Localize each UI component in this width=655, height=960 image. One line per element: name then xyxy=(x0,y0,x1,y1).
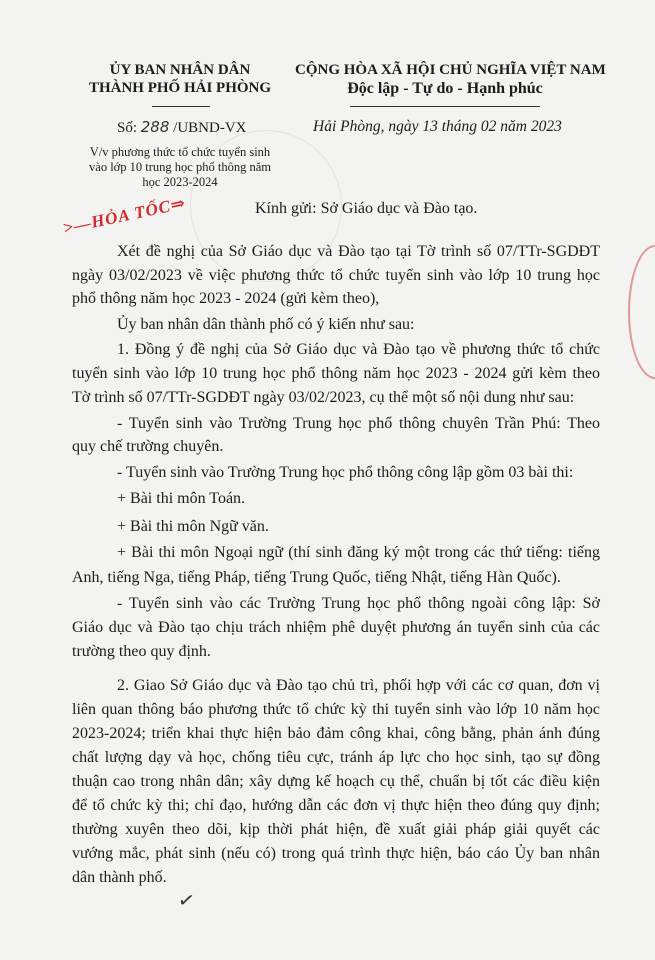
body-line: + Bài thi môn Ngoại ngữ (thí sinh đăng ký một trong các thứ tiếng: tiếng xyxy=(117,544,600,561)
org-name-line1: ỦY BAN NHÂN DÂN xyxy=(109,62,251,78)
body-line: + Bài thi môn Toán. xyxy=(117,490,246,507)
body-line: để tổ chức kỳ thi; chỉ đạo, hướng dẫn các đơn vị thực hiện theo đúng quy định; xyxy=(72,797,600,814)
body-line: 2. Giao Sở Giáo dục và Đào tạo chủ trì, phối hợp với các cơ quan, đơn vị xyxy=(117,677,600,694)
body-line: 2023-2024; triển khai thực hiện bảo đảm công khai, công bằng, phản ánh đúng xyxy=(72,725,600,742)
body-line: - Tuyển sinh vào Trường Trung học phổ thông công lập gồm 03 bài thi: xyxy=(117,464,574,481)
recipient: Kính gửi: Sở Giáo dục và Đào tạo. xyxy=(255,200,478,217)
body-line: - Tuyển sinh vào Trường Trung học phổ thông chuyên Trần Phú: Theo xyxy=(117,415,600,432)
body-line: thường xuyên theo dõi, kịp thời phát hiện, đề xuất giải pháp giải quyết các xyxy=(72,821,600,838)
body-line: ngày 03/02/2023 về việc phương thức tổ chức tuyển sinh vào lớp 10 trung học xyxy=(72,267,600,284)
body-line: dân thành phố. xyxy=(72,869,167,886)
nation-underline xyxy=(350,106,540,107)
subject-line: vào lớp 10 trung học phổ thông năm xyxy=(89,160,271,174)
place-date: Hải Phòng, ngày 13 tháng 02 năm 2023 xyxy=(313,118,562,135)
org-name-line2: THÀNH PHỐ HẢI PHÒNG xyxy=(88,80,272,96)
body-line: chất lượng dạy và học, chống tiêu cực, tránh áp lực cho học sinh, tạo sự đồng xyxy=(72,749,600,766)
body-line: vướng mắc, phát sinh (nếu có) trong quá trình thực hiện, báo cáo Ủy ban nhân xyxy=(72,845,600,862)
body-line: Ủy ban nhân dân thành phố có ý kiến như sau: xyxy=(117,316,415,333)
body-line: tuyển sinh vào lớp 10 trung học phổ thông năm học 2023 - 2024 gửi kèm theo xyxy=(72,365,600,382)
body-line: Anh, tiếng Nga, tiếng Pháp, tiếng Trung Quốc, tiếng Nhật, tiếng Hàn Quốc). xyxy=(72,569,561,586)
body-line: liên quan thông báo phương thức tổ chức kỳ thi tuyển sinh vào lớp 10 năm học xyxy=(72,701,600,718)
body-line: 1. Đồng ý đề nghị của Sở Giáo dục và Đào tạo về phương thức tổ chức xyxy=(117,341,600,358)
body-line: trường theo quy định. xyxy=(72,643,211,660)
body-line: Xét đề nghị của Sở Giáo dục và Đào tạo tại Tờ trình số 07/TTr-SGDĐT xyxy=(117,243,600,260)
body-line: thuận cao trong nhân dân; xây dựng kế hoạch cụ thể, chuẩn bị tốt các điều kiện xyxy=(72,773,600,790)
body-line: Tờ trình số 07/TTr-SGDĐT ngày 03/02/2023, cụ thể một số nội dung như sau: xyxy=(72,389,575,406)
doc-number: Số: 288 /UBND-VX xyxy=(117,118,247,136)
nation-line1: CỘNG HÒA XÃ HỘI CHỦ NGHĨA VIỆT NAM xyxy=(295,62,606,78)
subject-line: V/v phương thức tổ chức tuyển sinh xyxy=(89,145,271,159)
signature-mark: ✓ xyxy=(176,888,197,914)
nation-line2: Độc lập - Tự do - Hạnh phúc xyxy=(347,80,543,97)
subject-line: học 2023-2024 xyxy=(142,175,218,189)
body-line: quy chế trường chuyên. xyxy=(72,438,224,455)
org-underline xyxy=(152,106,210,107)
side-seal xyxy=(628,245,655,379)
body-line: + Bài thi môn Ngữ văn. xyxy=(117,518,269,535)
body-line: Giáo dục và Đào tạo chịu trách nhiệm phê duyệt phương án tuyển sinh của các xyxy=(72,619,600,636)
urgent-stamp: >—HỎA TỐC⇒ xyxy=(61,193,188,238)
body-line: - Tuyển sinh vào các Trường Trung học phổ thông ngoài công lập: Sở xyxy=(117,595,600,612)
body-line: phổ thông năm học 2023 - 2024 (gửi kèm theo), xyxy=(72,290,380,307)
